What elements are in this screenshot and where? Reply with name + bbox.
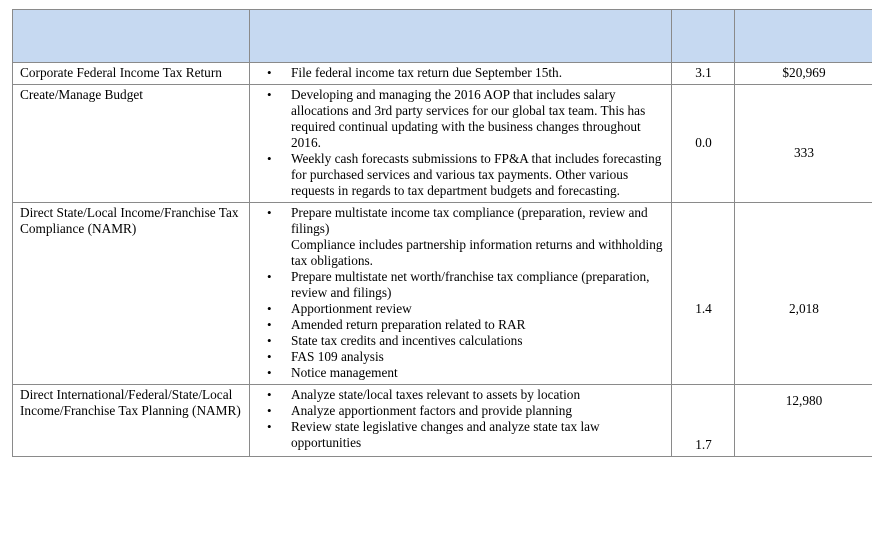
- task-description: [250, 63, 672, 85]
- bullet-list: [257, 387, 665, 451]
- cost-value: 2,018: [735, 203, 872, 385]
- header-row: [13, 10, 872, 63]
- header-cell-hours: [672, 10, 735, 63]
- list-item: • Review state legislative changes and analyze state tax law opportunities: [291, 419, 665, 451]
- list-item: • Prepare multistate income tax compliance (preparation, review and filings): [291, 205, 665, 237]
- hours-value: 1.7: [672, 385, 735, 457]
- list-item: • Analyze apportionment factors and provide planning: [291, 403, 665, 419]
- header-cell-task: [13, 10, 250, 63]
- table-row: [13, 85, 872, 203]
- hours-value: 1.4: [672, 203, 735, 385]
- list-item: • Prepare multistate net worth/franchise tax compliance (preparation, review and filings): [291, 269, 665, 301]
- task-name: Create/Manage Budget: [13, 85, 250, 203]
- list-item: • Analyze state/local taxes relevant to assets by location: [291, 387, 665, 403]
- table-row: [13, 385, 872, 457]
- cost-value: 333: [735, 85, 872, 203]
- bullet-list: [257, 65, 665, 81]
- bullet-list: [257, 87, 665, 199]
- cost-value: 12,980: [735, 385, 872, 457]
- task-name: Corporate Federal Income Tax Return: [13, 63, 250, 85]
- list-item: • Notice management: [291, 365, 665, 381]
- bullet-list: [257, 269, 665, 381]
- list-item: • State tax credits and incentives calculations: [291, 333, 665, 349]
- tax-services-table: [12, 9, 872, 457]
- hours-value: 3.1: [672, 63, 735, 85]
- table-row: [13, 63, 872, 85]
- list-item: • Developing and managing the 2016 AOP that includes salary allocations and 3rd party services for our global tax team. This has required continual updating with the business changes throughout 2016.: [291, 87, 665, 151]
- compliance-note: Compliance includes partnership information returns and withholding tax obligations.: [291, 237, 663, 268]
- list-item: • FAS 109 analysis: [291, 349, 665, 365]
- table-row: [13, 203, 872, 385]
- cost-value: $20,969: [735, 63, 872, 85]
- list-item: • Apportionment review: [291, 301, 665, 317]
- hours-value: 0.0: [672, 85, 735, 203]
- list-item: • Amended return preparation related to RAR: [291, 317, 665, 333]
- task-description: [250, 203, 672, 385]
- bullet-list: [257, 205, 665, 237]
- task-name: Direct State/Local Income/Franchise Tax Compliance (NAMR): [13, 203, 250, 385]
- header-cell-cost: [735, 10, 872, 63]
- task-description: [250, 385, 672, 457]
- task-description: [250, 85, 672, 203]
- list-item: • File federal income tax return due September 15th.: [291, 65, 665, 81]
- header-cell-description: [250, 10, 672, 63]
- list-item: • Weekly cash forecasts submissions to FP&A that includes forecasting for purchased services and various tax payments. Other various requests in regards to tax department budgets and forecasting.: [291, 151, 665, 199]
- task-name: Direct International/Federal/State/Local Income/Franchise Tax Planning (NAMR): [13, 385, 250, 457]
